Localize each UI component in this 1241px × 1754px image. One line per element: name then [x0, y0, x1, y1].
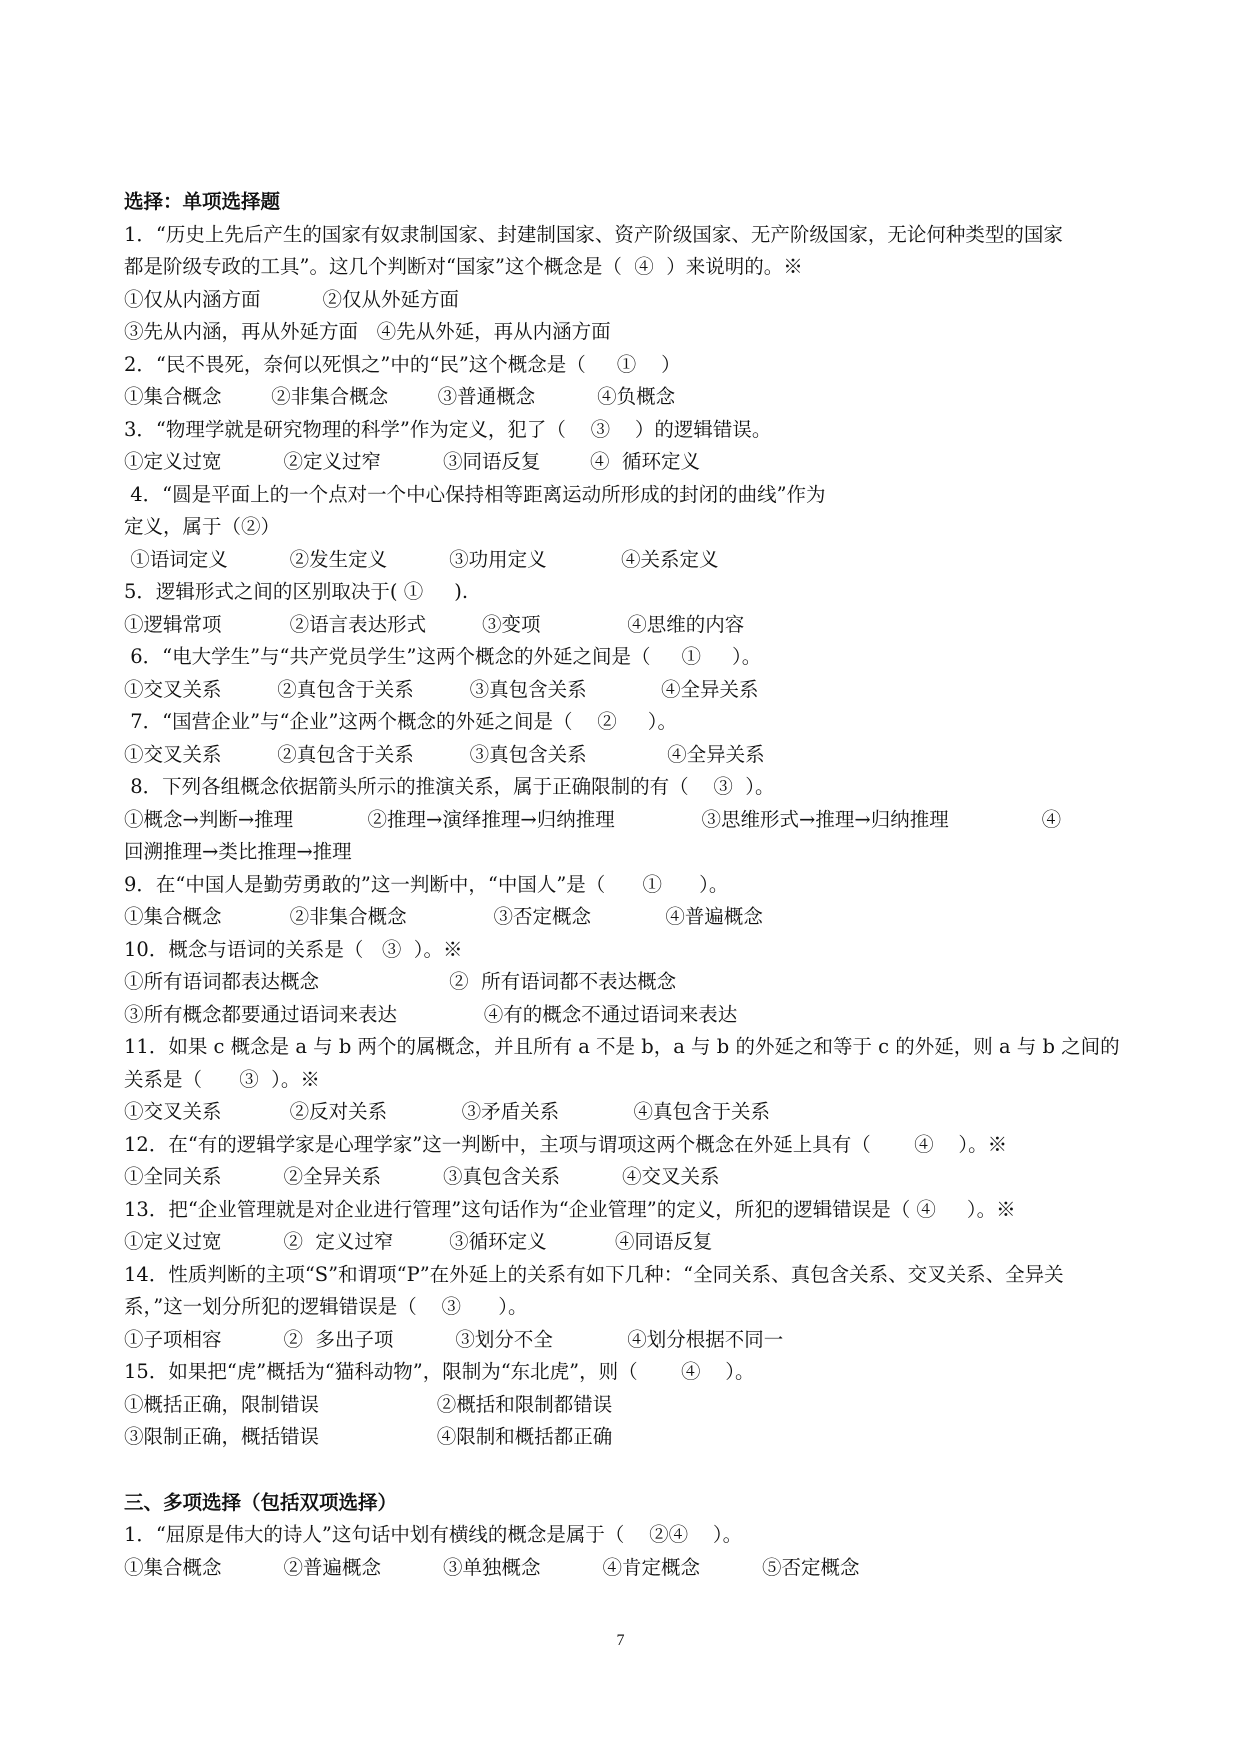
- text-line: ①集合概念 ②非集合概念 ③否定概念 ④普遍概念: [124, 905, 763, 928]
- single-choice-section: [124, 186, 1174, 1454]
- multiple-choice-section: [124, 1487, 1174, 1585]
- section-heading-single-choice: 选择：单项选择题: [124, 190, 281, 213]
- text-line: 1．“历史上先后产生的国家有奴隶制国家、封建制国家、资产阶级国家、无产阶级国家，无论何种类型的国家: [124, 222, 1063, 246]
- text-line: 7．“国营企业”与“企业”这两个概念的外延之间是（ ② ）。: [124, 710, 678, 733]
- text-line: ①全同关系 ②全异关系 ③真包含关系 ④交叉关系: [124, 1165, 720, 1188]
- text-line: 定义，属于（②）: [124, 515, 281, 538]
- text-line: ①逻辑常项 ②语言表达形式 ③变项 ④思维的内容: [124, 612, 745, 636]
- text-line: 1．“屈原是伟大的诗人”这句话中划有横线的概念是属于（ ②④ ）。: [124, 1523, 743, 1546]
- text-line: 4．“圆是平面上的一个点对一个中心保持相等距离运动所形成的封闭的曲线”作为: [124, 482, 826, 506]
- text-line: 系，”这一划分所犯的逻辑错误是（ ③ ）。: [124, 1295, 528, 1318]
- page-number: 7: [616, 1632, 625, 1649]
- text-line: 5．逻辑形式之间的区别取决于( ① ).: [124, 580, 469, 603]
- text-line: 12．在“有的逻辑学家是心理学家”这一判断中，主项与谓项这两个概念在外延上具有（ ④ ）。※: [124, 1132, 1008, 1156]
- text-line: ①集合概念 ②非集合概念 ③普通概念 ④负概念: [124, 385, 676, 408]
- text-line: 8．下列各组概念依据箭头所示的推演关系，属于正确限制的有（ ③ ）。: [124, 775, 775, 798]
- text-line: 11．如果 c 概念是 a 与 b 两个的属概念，并且所有 a 不是 b，a 与 b 的外延之和等于 c 的外延，则 a 与 b 之间的: [124, 1035, 1120, 1058]
- text-line: ①集合概念 ②普遍概念 ③单独概念 ④肯定概念 ⑤否定概念: [124, 1555, 860, 1579]
- document-page: [124, 186, 1174, 1584]
- text-line: ①概括正确，限制错误 ②概括和限制都错误: [124, 1392, 613, 1416]
- text-line: 2．“民不畏死，奈何以死惧之”中的“民”这个概念是（ ① ）: [124, 352, 681, 376]
- text-line: 14．性质判断的主项“S”和谓项“P”在外延上的关系有如下几种：“全同关系、真包含关系、交叉关系、全异关: [124, 1262, 1064, 1286]
- text-line: ①所有语词都表达概念 ② 所有语词都不表达概念: [124, 970, 677, 993]
- text-line: ①定义过宽 ②定义过窄 ③同语反复 ④ 循环定义: [124, 450, 700, 473]
- text-line: 回溯推理→类比推理→推理: [124, 840, 352, 863]
- text-line: 13．把“企业管理就是对企业进行管理”这句话作为“企业管理”的定义，所犯的逻辑错误是（ ④ ）。※: [124, 1197, 1016, 1221]
- section-gap: [124, 1454, 1174, 1487]
- section-heading-multiple-choice: 三、多项选择（包括双项选择）: [124, 1490, 398, 1514]
- text-line: ①子项相容 ② 多出子项 ③划分不全 ④划分根据不同一: [124, 1327, 784, 1351]
- text-line: 10．概念与语词的关系是（ ③ ）。※: [124, 937, 463, 961]
- text-line: ①定义过宽 ② 定义过窄 ③循环定义 ④同语反复: [124, 1230, 713, 1253]
- text-line: ①仅从内涵方面 ②仅从外延方面: [124, 287, 459, 311]
- text-line: 9．在“中国人是勤劳勇敢的”这一判断中，“中国人”是（ ① ）。: [124, 872, 729, 896]
- text-line: ①交叉关系 ②真包含于关系 ③真包含关系 ④全异关系: [124, 677, 759, 701]
- text-line: ③先从内涵，再从外延方面 ④先从外延，再从内涵方面: [124, 320, 611, 343]
- text-line: ③所有概念都要通过语词来表达 ④有的概念不通过语词来表达: [124, 1002, 738, 1026]
- text-line: ①交叉关系 ②反对关系 ③矛盾关系 ④真包含于关系: [124, 1100, 770, 1123]
- text-line: ①交叉关系 ②真包含于关系 ③真包含关系 ④全异关系: [124, 742, 765, 766]
- text-line: ①概念→判断→推理 ②推理→演绎推理→归纳推理 ③思维形式→推理→归纳推理 ④: [124, 807, 1062, 831]
- text-line: 15．如果把“虎”概括为“猫科动物”，限制为“东北虎”，则（ ④ ）。: [124, 1360, 755, 1383]
- text-line: 6．“电大学生”与“共产党员学生”这两个概念的外延之间是（ ① ）。: [124, 645, 762, 668]
- text-line: ③限制正确，概括错误 ④限制和概括都正确: [124, 1425, 613, 1448]
- text-line: 都是阶级专政的工具”。这几个判断对“国家”这个概念是（ ④ ）来说明的。※: [124, 255, 803, 278]
- text-line: ①语词定义 ②发生定义 ③功用定义 ④关系定义: [124, 547, 719, 571]
- text-line: 关系是（ ③ ）。※: [124, 1067, 320, 1091]
- text-line: 3．“物理学就是研究物理的科学”作为定义，犯了（ ③ ）的逻辑错误。: [124, 417, 772, 441]
